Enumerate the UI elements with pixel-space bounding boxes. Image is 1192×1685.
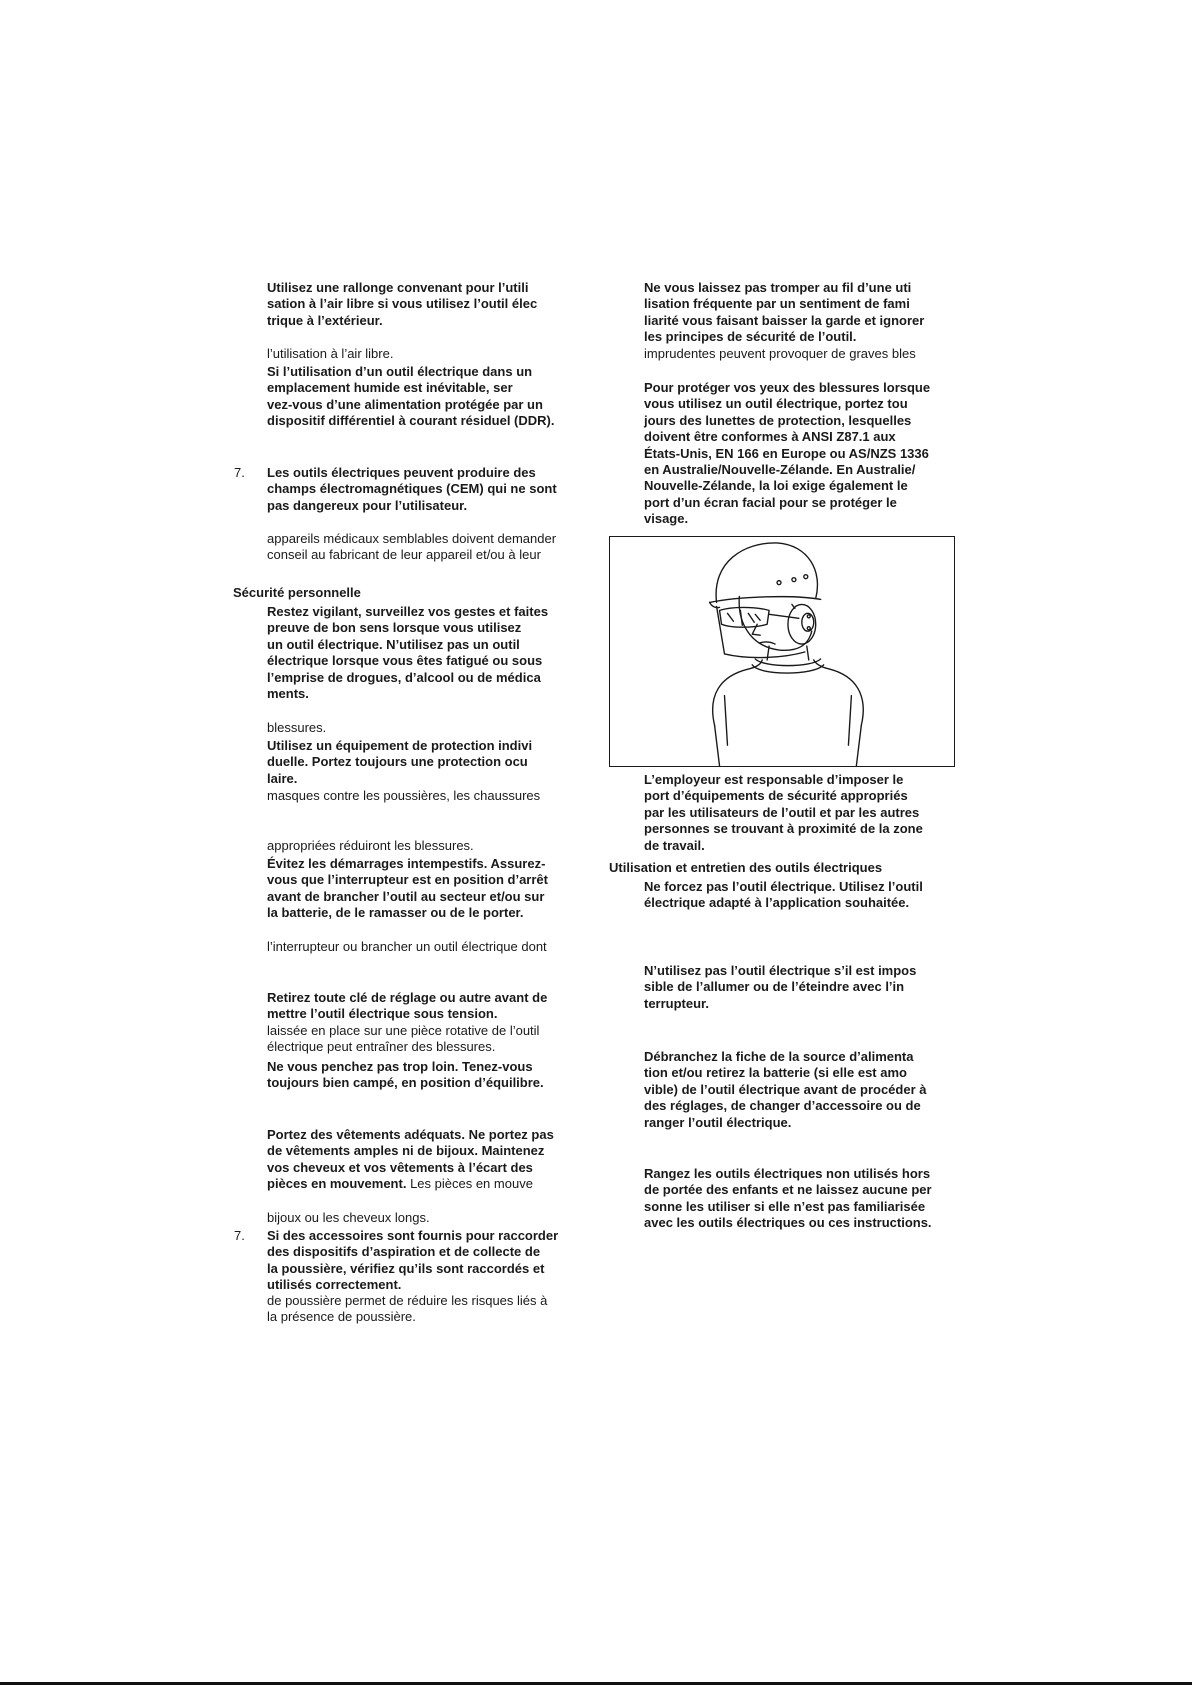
text-line: par les utilisateurs de l’outil et par les autres [644,804,920,820]
text-span: Les pièces en mouve [406,1176,533,1192]
text-line: pas dangereux pour l’utilisateur. [267,497,468,513]
text-line: des réglages, de changer d’accessoire ou de [644,1098,921,1114]
text-line: lisation fréquente par un sentiment de fami [644,296,910,312]
text-line: sation à l’air libre si vous utilisez l’outil élec [267,296,538,312]
text-line: L’employeur est responsable d’imposer le [644,772,904,787]
text-line: en Australie/Nouvelle-Zélande. En Australie/ [644,462,916,478]
text-line: Débranchez la fiche de la source d’alimenta [644,1049,914,1064]
text-line: Restez vigilant, surveillez vos gestes et faites [267,604,549,619]
text-line: preuve de bon sens lorsque vous utilisez [267,620,522,636]
debranchez-instruction [644,1049,926,1131]
text-line: la batterie, de le ramasser ou de le porter. [267,905,524,921]
tromper-instruction [644,280,924,346]
text-line: Ne vous penchez pas trop loin. Tenez-vous [267,1059,533,1074]
cem-instruction [267,465,557,514]
cem-note [267,531,556,564]
accessoires-note [267,1293,547,1326]
item-number: 7. [234,1228,245,1243]
text-line: jours des lunettes de protection, lesquelles [644,412,912,428]
protective-equipment-illustration [609,536,955,767]
text-line: sible de l’allumer ou de l’éteindre avec l’in [644,979,905,995]
text-line: de portée des enfants et ne laissez aucune per [644,1182,932,1198]
text-line: laire. [267,770,298,786]
cle-instruction [267,990,547,1023]
text-line: conseil au fabricant de leur appareil et/ou à leur [267,547,541,563]
text-line: toujours bien campé, en position d’équilibre. [267,1075,544,1091]
text-line: duelle. Portez toujours une protection ocu [267,754,528,770]
text-line: appropriées réduiront les blessures. [267,838,474,853]
text-line: Si l’utilisation d’un outil électrique dans un [267,364,533,379]
text-line: de poussière permet de réduire les risques liés à [267,1293,548,1308]
text-line: sonne les utiliser si elle n’est pas familiarisée [644,1198,926,1214]
text-line: Utilisez un équipement de protection indivi [267,738,533,753]
text-line: dispositif différentiel à courant résiduel (DDR). [267,413,555,429]
text-line: Utilisez une rallonge convenant pour l’utili [267,280,529,295]
text-line: port d’un écran facial pour se protéger le [644,494,897,510]
vetements-instruction [267,1127,554,1193]
text-line: Les outils électriques peuvent produire des [267,465,536,480]
equipement-note [267,788,540,804]
section-heading-personal-safety: Sécurité personnelle [233,585,361,600]
text-line: Ne forcez pas l’outil électrique. Utilisez l’outil [644,879,923,894]
text-line: l’interrupteur ou brancher un outil électrique dont [267,939,547,954]
text-line: tion et/ou retirez la batterie (si elle est amo [644,1065,907,1081]
text-line: Pour protéger vos yeux des blessures lorsque [644,380,931,395]
text-line: des dispositifs d’aspiration et de collecte de [267,1244,541,1260]
text-line: la poussière, vérifiez qu’ils sont raccordés et [267,1260,545,1276]
text-line: ranger l’outil électrique. [644,1114,792,1130]
vigilant-instruction [267,604,548,702]
text-line: vible) de l’outil électrique avant de procéder à [644,1081,927,1097]
rangez-instruction [644,1166,932,1232]
text-line: vous que l’interrupteur est en position d’arrêt [267,872,548,888]
text-line: électrique adapté à l’application souhaitée. [644,895,910,911]
demarrages-note [267,939,547,955]
tromper-note [644,346,916,362]
equipement-instruction [267,738,532,787]
text-line: Retirez toute clé de réglage ou autre avant de [267,990,548,1005]
text-line: appareils médicaux semblables doivent demander [267,531,557,546]
rallonge-instruction [267,280,537,329]
penchez-instruction [267,1059,544,1092]
text-line: de travail. [644,837,705,853]
person-with-helmet-goggles-earmuffs-icon [610,537,954,766]
text-line: utilisés correctement. [267,1277,402,1293]
text-line: Portez des vêtements adéquats. Ne portez pas [267,1127,554,1142]
text-line: Rangez les outils électriques non utilisés hors [644,1166,931,1181]
accessoires-instruction [267,1228,558,1294]
text-line: avant de brancher l’outil au secteur et/ou sur [267,888,545,904]
vigilant-note [267,720,326,736]
section-heading-tool-use: Utilisation et entretien des outils électriques [609,860,883,875]
text-line: emplacement humide est inévitable, ser [267,380,513,396]
item-number: 7. [234,465,245,480]
text-line: Ne vous laissez pas tromper au fil d’une uti [644,280,912,295]
text-line [267,1176,554,1192]
text-line: imprudentes peuvent provoquer de graves bles [644,346,916,361]
text-line: trique à l’extérieur. [267,312,383,328]
equipement-note-end [267,838,474,854]
text-line: Si des accessoires sont fournis pour raccorder [267,1228,559,1243]
text-line: mettre l’outil électrique sous tension. [267,1006,498,1022]
text-line: vez-vous d’une alimentation protégée par un [267,396,543,412]
text-line: laissée en place sur une pièce rotative de l’outil [267,1023,540,1038]
text-line: la présence de poussière. [267,1309,416,1325]
text-line: blessures. [267,720,327,735]
text-line: Évitez les démarrages intempestifs. Assurez- [267,856,546,871]
demarrages-instruction [267,856,548,922]
text-line: Nouvelle-Zélande, la loi exige également le [644,478,908,494]
forcez-instruction [644,879,923,912]
text-line: vous utilisez un outil électrique, portez tou [644,396,908,412]
vetements-note [267,1210,430,1226]
cle-note [267,1023,539,1056]
text-line: avec les outils électriques ou ces instructions. [644,1215,932,1231]
text-line: visage. [644,511,689,527]
employeur-instruction [644,772,923,854]
text-line: électrique peut entraîner des blessures. [267,1039,496,1055]
text-line: les principes de sécurité de l’outil. [644,329,857,345]
text-line: N’utilisez pas l’outil électrique s’il est impos [644,963,917,978]
text-line: bijoux ou les cheveux longs. [267,1210,430,1225]
yeux-instruction [644,380,930,528]
text-line: liarité vous faisant baisser la garde et ignorer [644,312,925,328]
text-line: personnes se trouvant à proximité de la zone [644,821,923,837]
text-line: ments. [267,686,309,702]
text-line: l’emprise de drogues, d’alcool ou de médica [267,669,541,685]
text-line: de vêtements amples ni de bijoux. Maintenez [267,1143,545,1159]
text-line: port d’équipements de sécurité appropriés [644,788,908,804]
text-line: États-Unis, EN 166 en Europe ou AS/NZS 1336 [644,445,929,461]
text-line: masques contre les poussières, les chaussures [267,788,541,803]
text-line: doivent être conformes à ANSI Z87.1 aux [644,429,896,445]
text-line: terrupteur. [644,995,710,1011]
text-line: électrique lorsque vous êtes fatigué ou sous [267,653,543,669]
allumer-instruction [644,963,916,1012]
text-line: champs électromagnétiques (CEM) qui ne sont [267,481,557,497]
text-span: pièces en mouvement. [267,1176,407,1192]
text-line: vos cheveux et vos vêtements à l’écart des [267,1159,533,1175]
rallonge-note [267,346,393,362]
humide-instruction [267,364,554,430]
text-line: l’utilisation à l’air libre. [267,346,394,361]
text-line: un outil électrique. N’utilisez pas un outil [267,636,520,652]
